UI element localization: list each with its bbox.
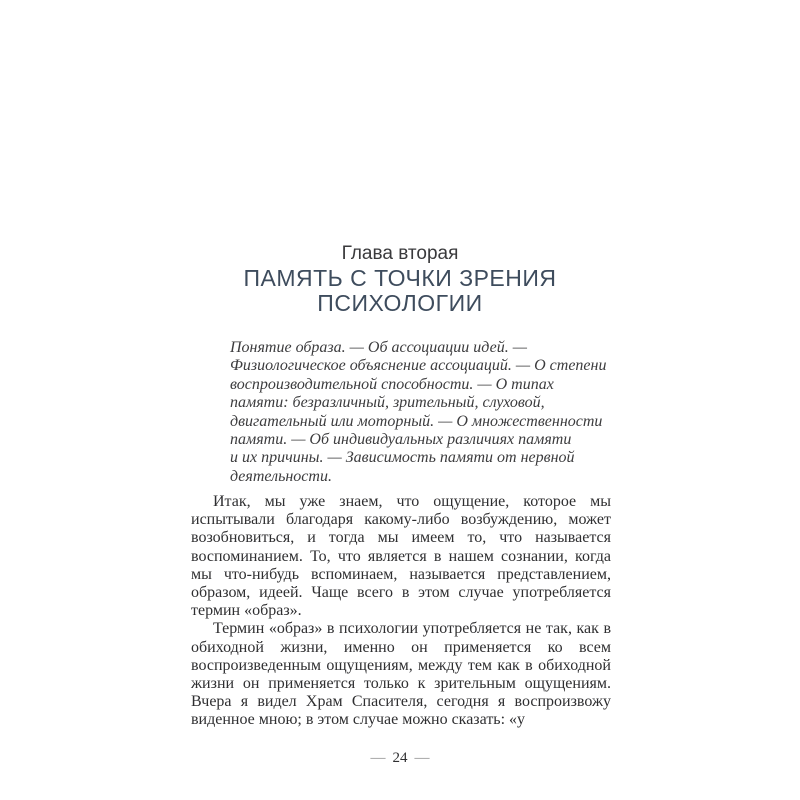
page-number: 24 [392, 750, 408, 766]
page-footer [0, 749, 800, 767]
footer-dash-right: — [414, 750, 430, 766]
epigraph-line: двигательный или моторный. — О множественности [230, 412, 603, 430]
chapter-title [0, 266, 800, 316]
chapter-title-line1: ПАМЯТЬ С ТОЧКИ ЗРЕНИЯ [243, 265, 557, 291]
epigraph-line: памяти: безразличный, зрительный, слуховой, [230, 394, 545, 412]
chapter-title-line2: ПСИХОЛОГИИ [317, 290, 483, 316]
body-paragraph: Итак, мы уже знаем, что ощущение, которое мы испытывали благодаря какому-либо возбуждению, может возобновиться, и тогда мы имеем то, что называется воспоминанием. То, что является в нашем сознании, когда мы что-нибудь вспоминаем, называется представлением, образом, идеей. Чаще всего в этом случае употребляется термин «образ». [191, 493, 611, 620]
epigraph-line: Понятие образа. — Об ассоциации идей. — [230, 339, 527, 356]
epigraph [230, 339, 614, 486]
epigraph-line: и их причины. — Зависимость памяти от нервной [230, 449, 575, 467]
epigraph-line: памяти. — Об индивидуальных различиях памяти [230, 431, 572, 449]
epigraph-line: воспроизводительной способности. — О типах [230, 375, 554, 393]
footer-dash-left: — [370, 750, 386, 766]
body-text [191, 493, 611, 730]
body-paragraph: Термин «образ» в психологии употребляется не так, как в обиходной жизни, именно он применяется ко всем воспроизведенным ощущениям, между тем как в обиходной жизни он применяется только к зрительным ощущениям. Вчера я видел Храм Спасителя, сегодня я воспроизвожу виденное мною; в этом случае можно сказать: «у [191, 620, 611, 729]
chapter-label: Глава вторая [341, 243, 459, 264]
epigraph-line: деятельности. [230, 467, 332, 485]
epigraph-line: Физиологическое объяснение ассоциаций. — О степени [230, 357, 607, 375]
